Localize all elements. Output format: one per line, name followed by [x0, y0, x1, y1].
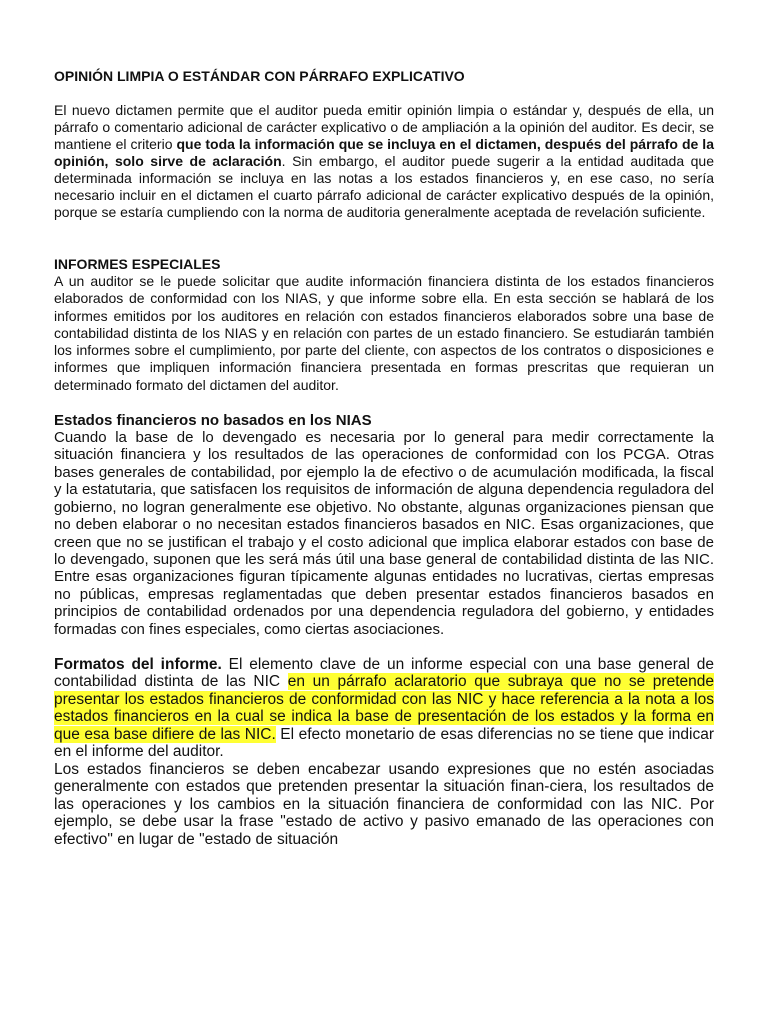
paragraph-informes-especiales: A un auditor se le puede solicitar que audite información financiera distinta de los estados financieros elaborados de conformidad con los NIAS, y que informe sobre ella. En esta sección se hablará de los informes emitidos por los auditores en relación con estados financieros elaborados sobre una base de contabilidad distinta de los NIAS y en relación con partes de un estado financiero. Se estudiarán también los informes sobre el cumplimiento, por parte del cliente, con aspectos de los contratos o disposiciones e informes que impliquen información financiera presentada en formas prescritas que requieran un determinado formato del dictamen del auditor.: [54, 273, 714, 393]
document-page: [54, 68, 714, 848]
heading-informes-especiales: INFORMES ESPECIALES: [54, 256, 221, 272]
paragraph-formatos-lead: Formatos del informe.: [54, 655, 222, 673]
paragraph-formatos-text-a: El elemento clave de un informe especial con una base general de contabilidad distinta de las NIC: [54, 655, 714, 691]
paragraph-opinion: [54, 102, 714, 221]
paragraph-estados-no-nias: Cuando la base de lo devengado es necesaria por lo general para medir correctamente la situación financiera y los resultados de las operaciones de conformidad con los PCGA. Otras bases generales de contabilidad, por ejemplo la de efectivo o de acumulación modificada, la fiscal y la estatutaria, que satisfacen los requisitos de información de alguna dependencia reguladora del gobierno, no logran generalmente ese objetivo. No obstante, algunas organizaciones piensan que no deben elaborar o no necesitan estados financieros basados en NIC. Esas organizaciones, que creen que no se justifican el trabajo y el costo adicional que implica elaborar estados con base de lo devengado, suponen que les será más útil una base general de contabilidad distinta de las NIC. Entre esas organizaciones figuran típicamente algunas entidades no lucrativas, ciertas empresas no públicas, empresas reglamentadas que deben presentar estados financieros basados en principios de contabilidad ordenados por una dependencia reguladora del gobierno, y entidades formadas con fines especiales, como ciertas asociaciones.: [54, 429, 714, 638]
highlighted-text: en un párrafo aclaratorio que subraya que no se pretende presentar los estados financieros de conformidad con las NIC y hace referencia a la nota a los estados financieros en la cual se indica la base de presentación de los estados y la forma en que esa base difiere de las NIC.: [54, 673, 715, 743]
paragraph-opinion-bold: que toda la información que se incluya en el dictamen, después del párrafo de la opinión, solo sirve de aclaración: [54, 136, 714, 169]
paragraph-formatos-text-b: El efecto monetario de esas diferencias no se tiene que indicar en el informe del auditor.: [54, 725, 715, 761]
heading-estados-no-nias: Estados financieros no basados en los NIAS: [54, 412, 372, 430]
paragraph-formatos-informe: [54, 656, 714, 761]
section-title: OPINIÓN LIMPIA O ESTÁNDAR CON PÁRRAFO EXPLICATIVO: [54, 68, 465, 84]
paragraph-encabezados: Los estados financieros se deben encabezar usando expresiones que no estén asociadas generalmente con estados que pretenden presentar la situación finan-ciera, los resultados de las operaciones y los cambios en la situación financiera de conformidad con las NIC. Por ejemplo, se debe usar la frase "estado de activo y pasivo emanado de las operaciones con efectivo" en lugar de "estado de situación: [54, 760, 714, 848]
paragraph-opinion-text-c: . Sin embargo, el auditor puede sugerir a la entidad auditada que determinada información se incluya en las notas a los estados financieros y, en ese caso, no sería necesario incluir en el dictamen el cuarto párrafo adicional de carácter explicativo después de la opinión, porque se estaría cumpliendo con la norma de auditoria generalmente aceptada de revelación suficiente.: [54, 153, 715, 220]
paragraph-opinion-text-a: El nuevo dictamen permite que el auditor pueda emitir opinión limpia o estándar y, después de ella, un párrafo o comentario adicional de carácter explicativo o de ampliación a la opinión del auditor. Es decir, se mantiene el criterio: [54, 102, 714, 152]
